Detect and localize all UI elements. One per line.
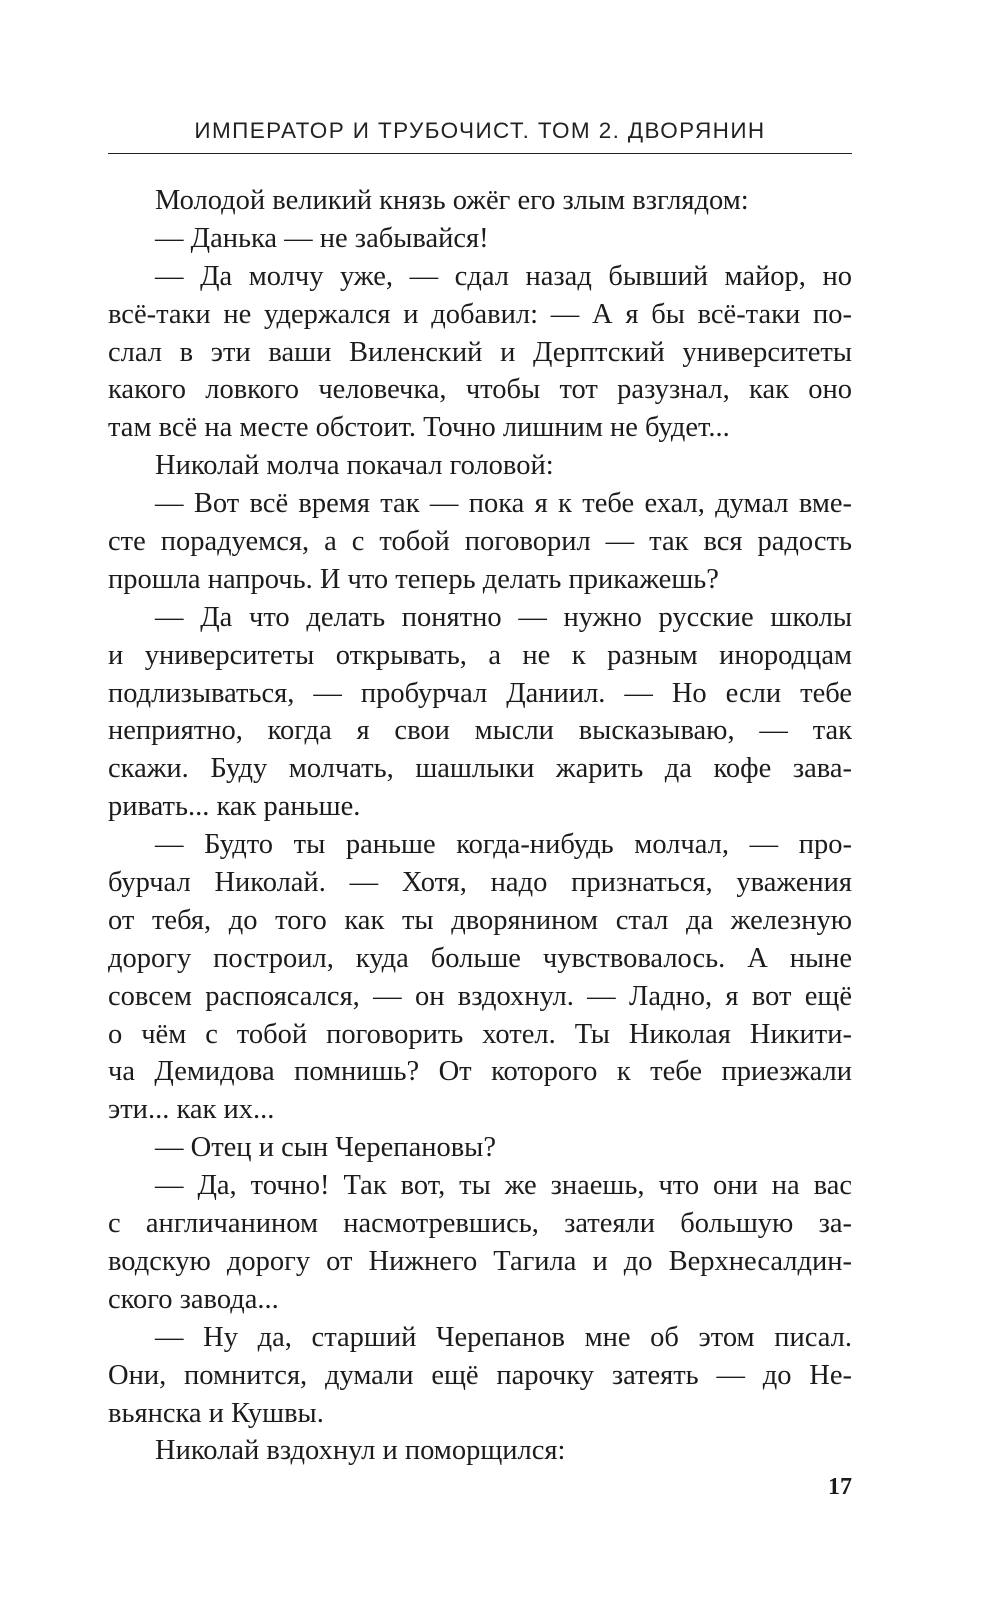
text-line: и университеты открывать, а не к разным инородцам [108,639,852,671]
text-line: неприятно, когда я свои мысли высказываю, — так [108,715,852,747]
text-line: — Отец и сын Черепановы? [155,1132,496,1164]
text-line: ча Демидова помнишь? От которого к тебе приезжали [108,1056,852,1088]
body-text [108,182,852,1470]
text-line: Николай молча покачал головой: [155,450,554,482]
text-line: о чём с тобой поговорить хотел. Ты Николая Никити- [108,1018,852,1050]
text-line: подлизываться, — пробурчал Даниил. — Но если тебе [108,677,852,709]
text-line: Молодой великий князь ожёг его злым взглядом: [155,185,749,216]
text-line: ривать... как раньше. [108,791,361,823]
text-line: — Ну да, старший Черепанов мне об этом писал. [155,1321,852,1353]
text-line: Николай вздохнул и поморщился: [155,1435,566,1467]
text-line: слал в эти ваши Виленский и Дерптский университеты [108,336,852,368]
text-line: сте порадуемся, а с тобой поговорил — так вся радость [108,526,852,558]
text-line: совсем распоясался, — он вздохнул. — Ладно, я вот ещё [108,980,852,1012]
text-line: прошла напрочь. И что теперь делать прикажешь? [108,563,719,595]
text-line: — Вот всё время так — пока я к тебе ехал, думал вме- [155,488,852,520]
page-number: 17 [828,1474,852,1500]
text-line: с англичанином насмотревшись, затеяли большую за- [108,1208,852,1240]
text-line: вьянска и Кушвы. [108,1397,324,1429]
text-line: — Данька — не забывайся! [155,222,489,254]
text-line: от тебя, до того как ты дворянином стал да железную [108,904,852,936]
running-title: ИМПЕРАТОР И ТРУБОЧИСТ. ТОМ 2. ДВОРЯНИН [194,118,766,143]
text-line: — Да, точно! Так вот, ты же знаешь, что они на вас [155,1170,852,1202]
text-line: бурчал Николай. — Хотя, надо признаться, уважения [108,867,852,899]
text-line: скажи. Буду молчать, шашлыки жарить да кофе зава- [108,753,852,785]
text-line: дорогу построил, куда больше чувствовалось. А ныне [108,942,852,974]
text-line: всё-таки не удержался и добавил: — А я бы всё-таки по- [108,298,852,330]
text-line: там всё на месте обстоит. Точно лишним не будет... [108,412,730,444]
text-line: эти... как их... [108,1094,275,1126]
header-rule [108,153,852,154]
text-line: — Будто ты раньше когда-нибудь молчал, — про- [155,829,852,861]
text-line: — Да что делать понятно — нужно русские школы [155,601,852,633]
text-line: водскую дорогу от Нижнего Тагила и до Верхнесалдин- [108,1245,852,1277]
text-line: ского завода... [108,1283,279,1315]
text-line: какого ловкого человечка, чтобы тот разузнал, как оно [108,374,852,406]
text-line: — Да молчу уже, — сдал назад бывший майор, но [155,260,852,292]
text-line: Они, помнится, думали ещё парочку затеять — до Не- [108,1359,852,1391]
